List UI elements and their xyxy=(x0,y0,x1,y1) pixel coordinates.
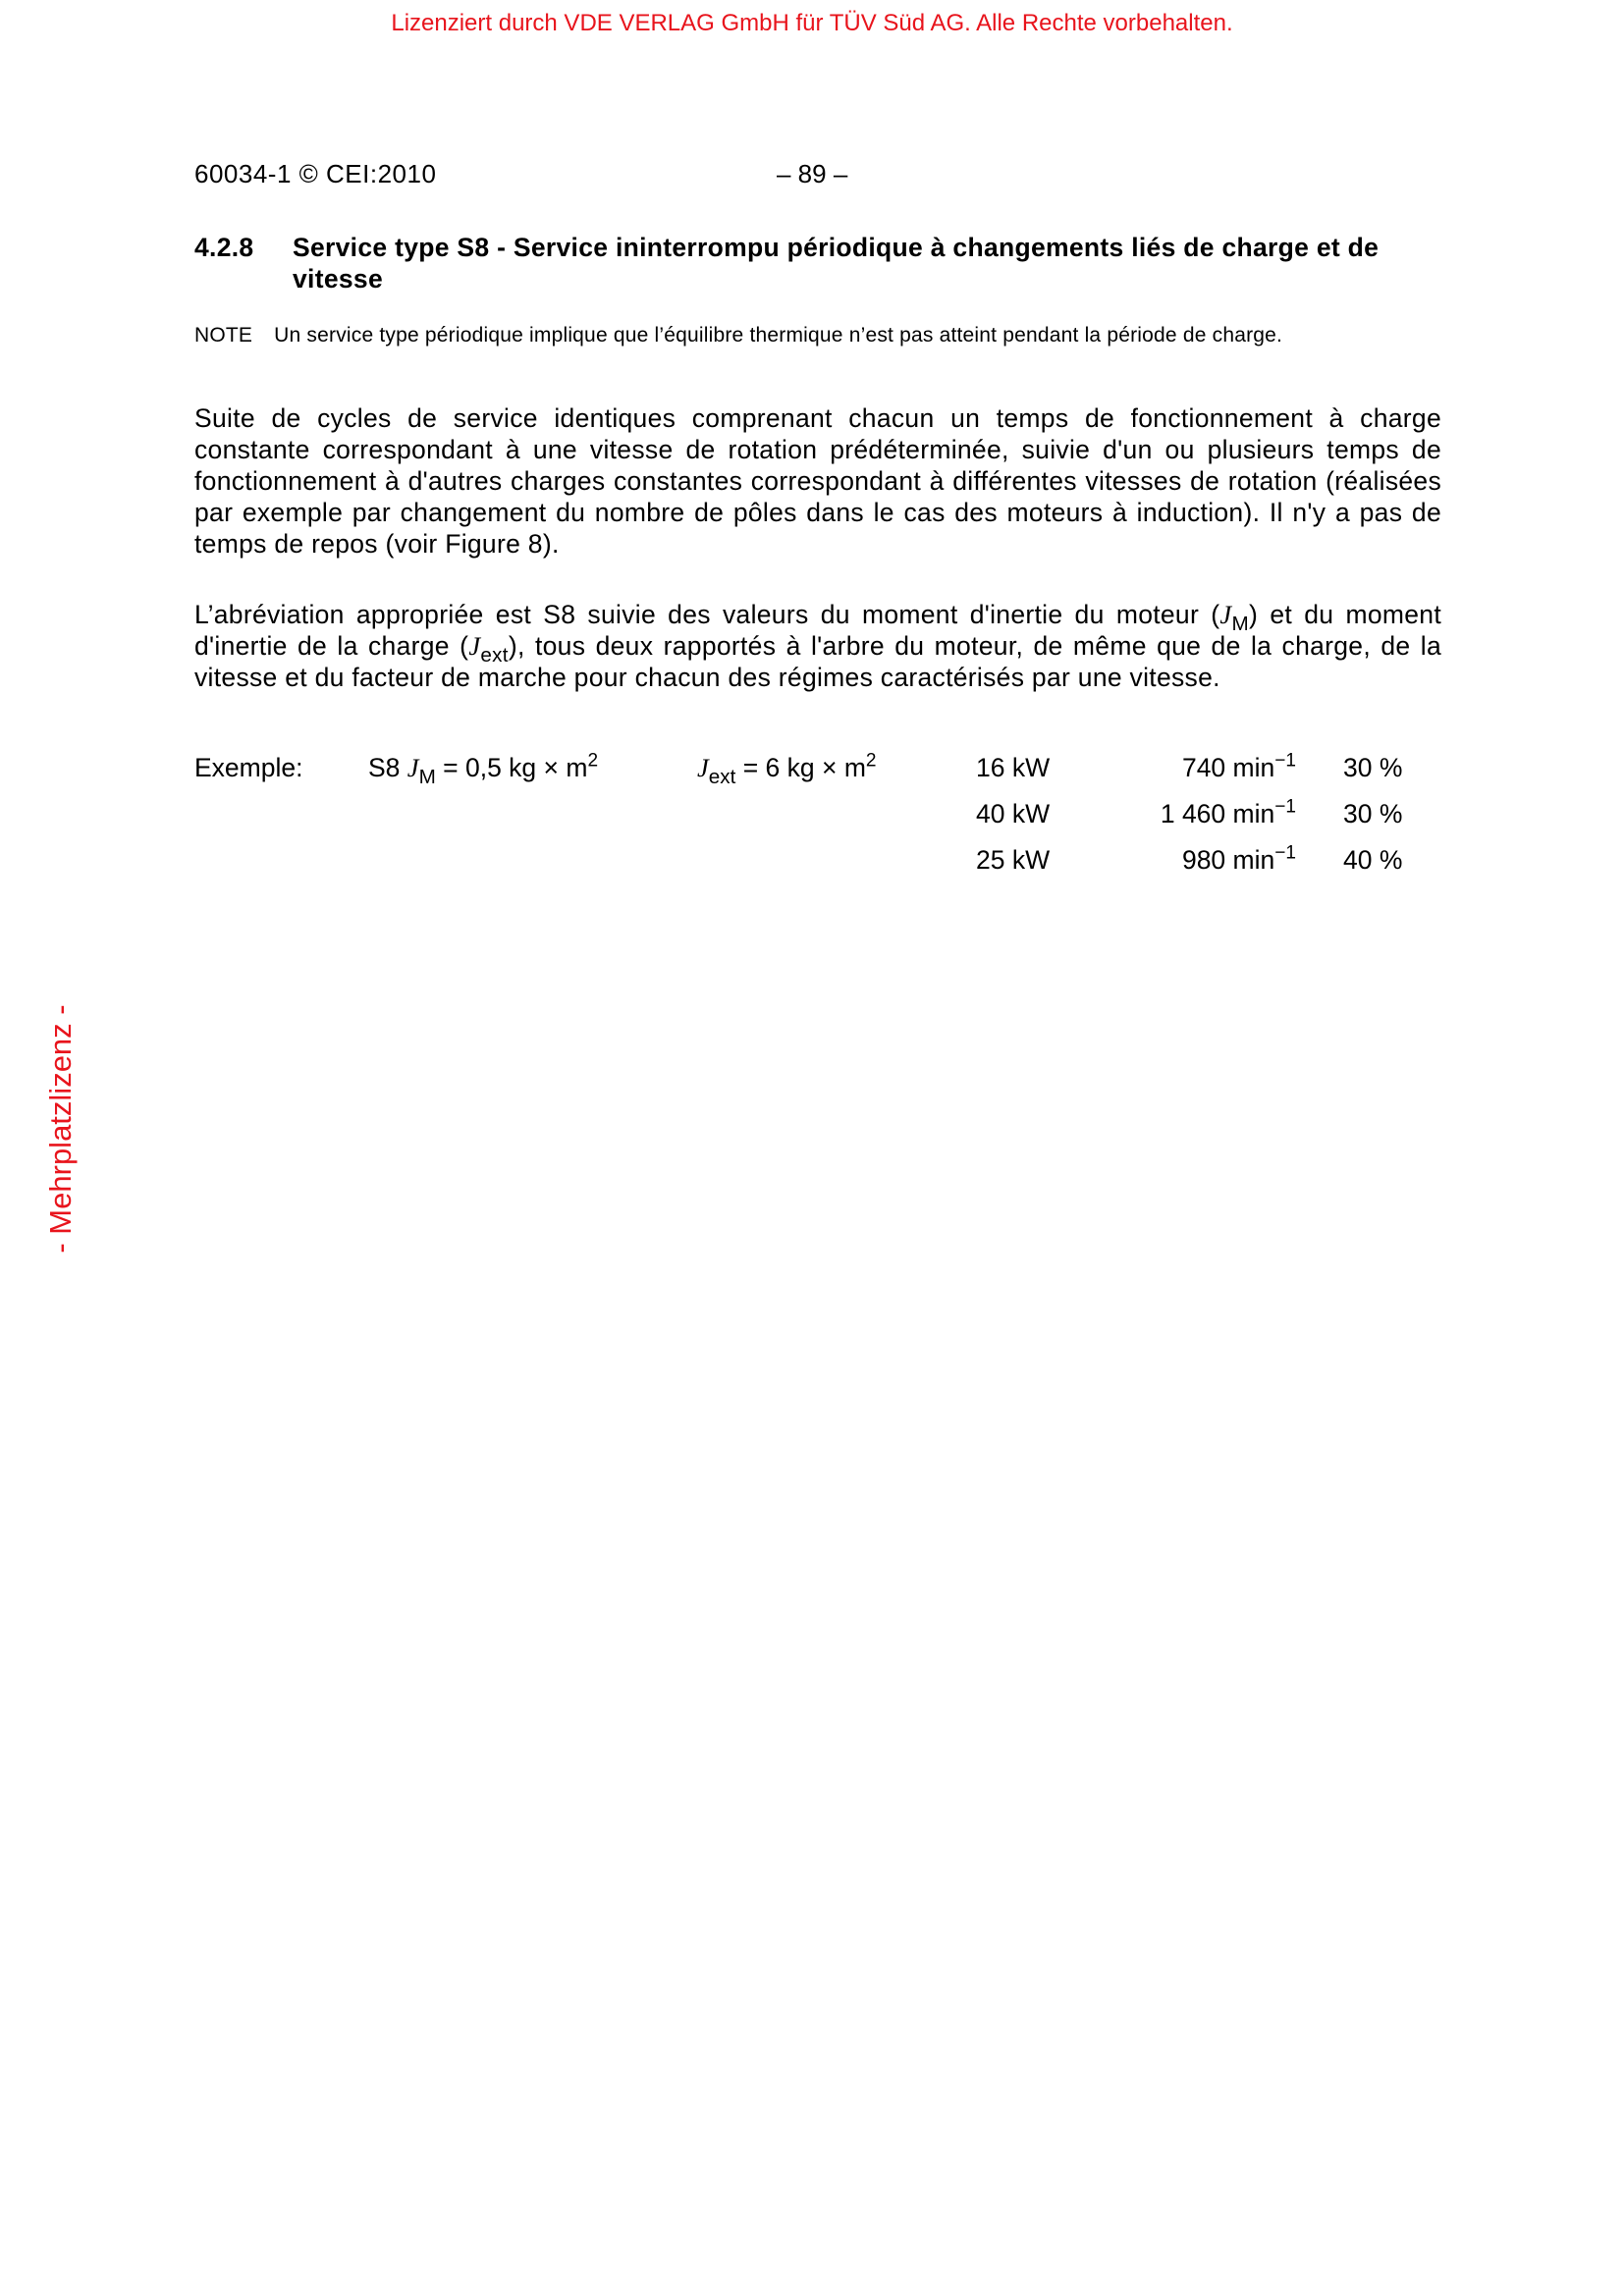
example-row xyxy=(194,750,1441,792)
example-block xyxy=(194,750,1441,890)
example-power: 16 kW xyxy=(976,753,1051,782)
section-title: Service type S8 - Service ininterrompu périodique à changements liés de charge et de vitesse xyxy=(293,233,1380,294)
example-jext-value: = 6 kg × m xyxy=(735,753,866,782)
note-text: Un service type périodique implique que l’équilibre thermique n’est pas atteint pendant la période de charge. xyxy=(274,324,1283,347)
s8-prefix: S8 xyxy=(368,753,401,782)
example-speed xyxy=(1160,796,1296,829)
example-speed xyxy=(1181,750,1296,783)
example-row xyxy=(194,796,1441,838)
section-heading xyxy=(194,232,1441,294)
example-jm-subscript: M xyxy=(418,766,436,789)
example-speed-exponent: −1 xyxy=(1274,842,1296,864)
example-duty-factor: 30 % xyxy=(1343,753,1403,782)
note-label: NOTE xyxy=(194,324,253,347)
example-jext-symbol: J xyxy=(697,753,709,782)
license-watermark: Lizenziert durch VDE VERLAG GmbH für TÜV Süd AG. Alle Rechte vorbehalten. xyxy=(391,10,1233,36)
example-duty-factor: 30 % xyxy=(1343,799,1403,828)
example-jm-exponent: 2 xyxy=(587,750,599,772)
example-speed-value: 980 min xyxy=(1181,845,1275,875)
example-speed xyxy=(1181,842,1296,876)
example-speed-exponent: −1 xyxy=(1274,796,1296,818)
example-speed-value: 740 min xyxy=(1181,753,1275,782)
side-watermark: - Mehrplatzlizenz - xyxy=(43,1004,78,1254)
example-speed-value: 1 460 min xyxy=(1160,799,1275,828)
jext-symbol: J xyxy=(468,631,481,661)
example-power: 40 kW xyxy=(976,799,1051,828)
paragraph-abbreviation-part2: ) et du moment d'inertie de la charge ( xyxy=(194,600,1441,661)
jm-symbol: J xyxy=(1219,600,1232,629)
example-power: 25 kW xyxy=(976,845,1051,875)
paragraph-abbreviation xyxy=(194,599,1441,693)
example-label: Exemple: xyxy=(194,753,303,782)
paragraph-abbreviation-part3: ), tous deux rapportés à l'arbre du moteur, de même que de la charge, de la vitesse et du facteur de marche pour chacun des régimes caractérisés par une vitesse. xyxy=(194,631,1441,692)
paragraph-abbreviation-part1: L’abréviation appropriée est S8 suivie des valeurs du moment d'inertie du moteur ( xyxy=(194,600,1220,629)
page-number: – 89 – xyxy=(777,159,848,188)
jext-subscript: ext xyxy=(480,644,509,667)
example-jext-exponent: 2 xyxy=(865,750,877,772)
example-speed-exponent: −1 xyxy=(1274,750,1296,772)
note xyxy=(194,323,1441,348)
example-jm-value: = 0,5 kg × m xyxy=(435,753,588,782)
example-row xyxy=(194,842,1441,884)
page-header xyxy=(194,159,1441,194)
paragraph-definition: Suite de cycles de service identiques comprenant chacun un temps de fonctionnement à charge constante correspondant à une vitesse de rotation prédéterminée, suivie d'un ou plusieurs temps de fonctionnement à d'autres charges constantes correspondant à différentes vitesses de rotation (réalisées par exemple par changement du nombre de pôles dans le cas des moteurs à induction). Il n'y a pas de temps de repos (voir Figure 8). xyxy=(194,403,1441,559)
example-duty-factor: 40 % xyxy=(1343,845,1403,875)
jm-subscript: M xyxy=(1231,613,1249,636)
section-number: 4.2.8 xyxy=(194,233,254,262)
standard-reference: 60034-1 © CEI:2010 xyxy=(194,159,437,188)
example-jm-symbol: J xyxy=(406,753,419,782)
example-jext-subscript: ext xyxy=(708,766,736,789)
